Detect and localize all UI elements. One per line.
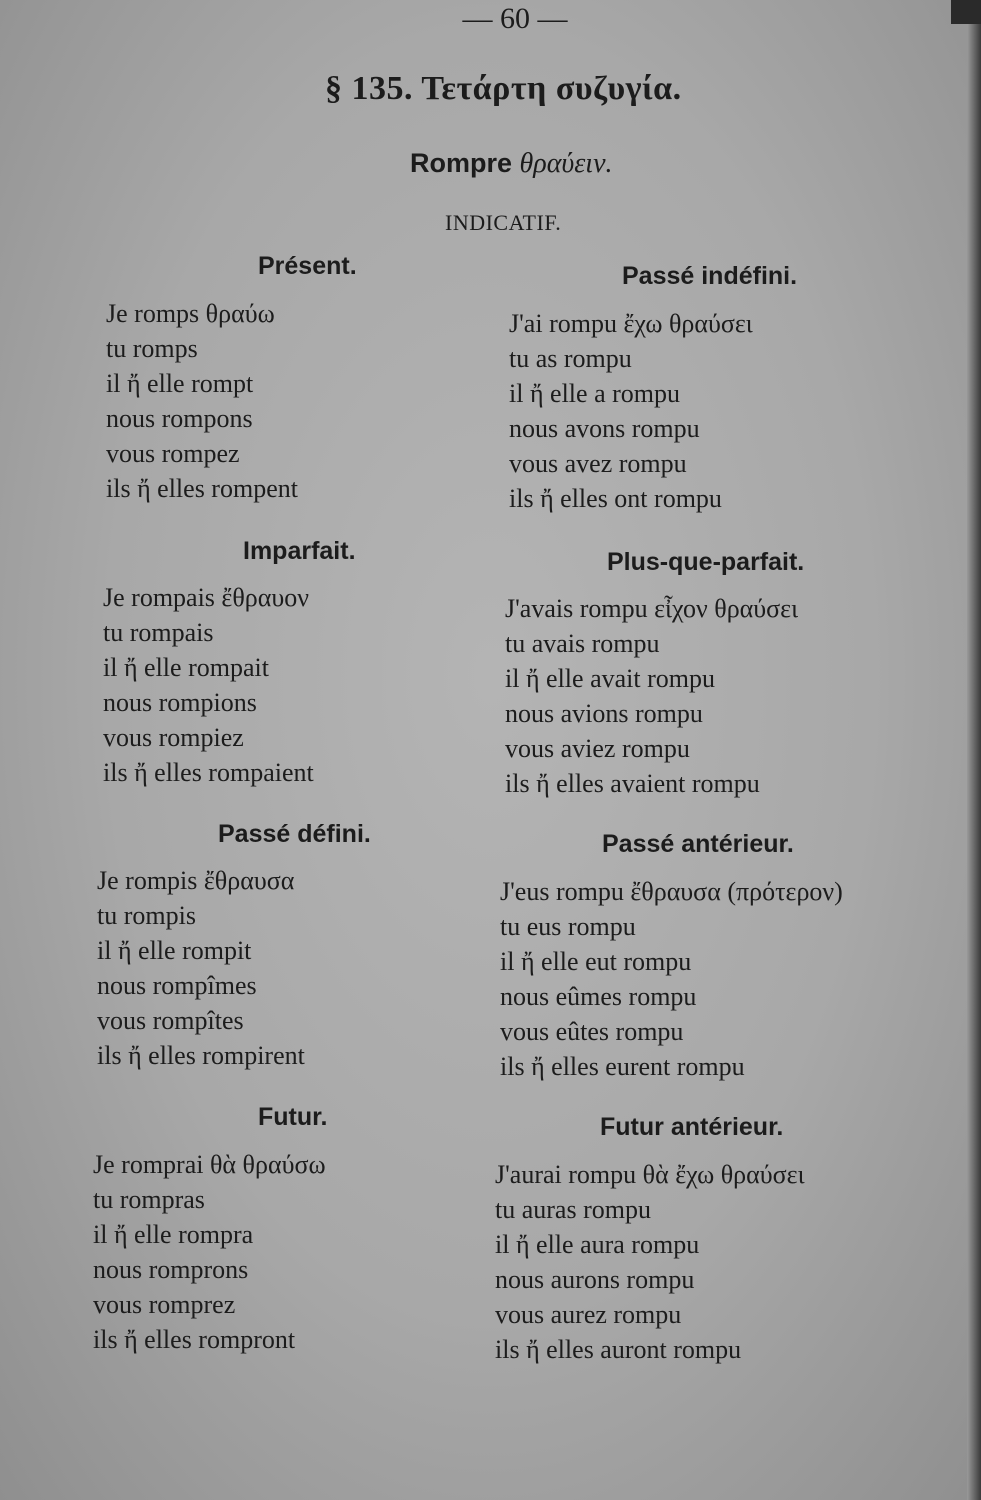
conjugation-line: J'aurai rompu θὰ ἔχω θραύσει xyxy=(495,1160,805,1189)
conjugation-line: tu auras rompu xyxy=(495,1195,651,1224)
section-title: § 135. Τετάρτη συζυγία. xyxy=(325,70,682,107)
conjugation-line: ils ἤ elles rompirent xyxy=(97,1041,305,1070)
conjugation-line: Je romps θραύω xyxy=(106,299,275,328)
conjugation-line: Je rompis ἔθραυσα xyxy=(97,866,295,895)
conjugation-line: il ἤ elle avait rompu xyxy=(505,664,715,693)
conjugation-list-present xyxy=(106,296,298,506)
conjugation-line: il ἤ elle aura rompu xyxy=(495,1230,700,1259)
verb-title xyxy=(410,148,613,180)
conjugation-line: nous rompons xyxy=(106,404,253,433)
conjugation-line: tu avais rompu xyxy=(505,629,660,658)
verb-greek: θραύειν. xyxy=(519,148,613,179)
conjugation-line: tu rompis xyxy=(97,901,196,930)
conjugation-line: vous eûtes rompu xyxy=(500,1017,684,1046)
conjugation-list-imparfait xyxy=(103,580,314,790)
page-edge-shadow xyxy=(967,0,981,1500)
conjugation-line: ils ἤ elles rompent xyxy=(106,474,298,503)
page-number: — 60 — xyxy=(462,2,568,35)
tense-heading-passe-anterieur: Passé antérieur. xyxy=(602,830,794,858)
conjugation-line: vous aurez rompu xyxy=(495,1300,682,1329)
tense-heading-imparfait: Imparfait. xyxy=(243,537,356,565)
conjugation-line: nous rompions xyxy=(103,688,257,717)
conjugation-line: ils ἤ elles auront rompu xyxy=(495,1335,742,1364)
conjugation-line: vous rompez xyxy=(106,439,240,468)
conjugation-line: vous rompiez xyxy=(103,723,244,752)
conjugation-line: il ἤ elle rompit xyxy=(97,936,252,965)
conjugation-line: tu rompras xyxy=(93,1185,205,1214)
conjugation-line: il ἤ elle a rompu xyxy=(509,379,680,408)
conjugation-list-passe-defini xyxy=(97,863,305,1073)
conjugation-list-passe-indefini xyxy=(509,306,753,516)
conjugation-line: ils ἤ elles rompaient xyxy=(103,758,314,787)
tense-heading-passe-defini: Passé défini. xyxy=(218,820,371,848)
conjugation-line: nous aurons rompu xyxy=(495,1265,695,1294)
conjugation-line: nous avions rompu xyxy=(505,699,703,728)
conjugation-line: ils ἤ elles avaient rompu xyxy=(505,769,760,798)
conjugation-line: tu romps xyxy=(106,334,198,363)
conjugation-list-futur-anterieur xyxy=(495,1157,805,1367)
conjugation-line: J'avais rompu εἶχον θραύσει xyxy=(505,594,799,623)
conjugation-line: vous rompîtes xyxy=(97,1006,244,1035)
mood-label: INDICATIF. xyxy=(445,210,562,235)
tense-heading-futur-anterieur: Futur antérieur. xyxy=(600,1113,784,1141)
conjugation-line: nous eûmes rompu xyxy=(500,982,697,1011)
conjugation-line: Je rompais ἔθραυον xyxy=(103,583,310,612)
tense-heading-futur: Futur. xyxy=(258,1103,328,1131)
conjugation-line: il ἤ elle rompra xyxy=(93,1220,254,1249)
conjugation-line: J'ai rompu ἔχω θραύσει xyxy=(509,309,753,338)
conjugation-line: ils ἤ elles ont rompu xyxy=(509,484,722,513)
conjugation-line: ils ἤ elles eurent rompu xyxy=(500,1052,745,1081)
conjugation-line: nous rompîmes xyxy=(97,971,257,1000)
conjugation-list-passe-anterieur xyxy=(500,874,843,1084)
conjugation-list-plus-que-parfait xyxy=(505,591,798,801)
tense-heading-present: Présent. xyxy=(258,252,357,280)
conjugation-line: nous romprons xyxy=(93,1255,249,1284)
conjugation-line: vous romprez xyxy=(93,1290,236,1319)
tense-heading-plus-que-parfait: Plus-que-parfait. xyxy=(607,548,805,576)
conjugation-line: tu eus rompu xyxy=(500,912,636,941)
conjugation-line: vous aviez rompu xyxy=(505,734,690,763)
verb-french: Rompre xyxy=(410,148,513,178)
tense-heading-passe-indefini: Passé indéfini. xyxy=(622,262,798,290)
conjugation-line: tu rompais xyxy=(103,618,214,647)
conjugation-line: tu as rompu xyxy=(509,344,632,373)
conjugation-line: il ἤ elle rompt xyxy=(106,369,254,398)
conjugation-line: il ἤ elle eut rompu xyxy=(500,947,692,976)
conjugation-line: il ἤ elle rompait xyxy=(103,653,269,682)
conjugation-list-futur xyxy=(93,1147,326,1357)
conjugation-line: nous avons rompu xyxy=(509,414,700,443)
conjugation-line: J'eus rompu ἔθραυσα (πρότερον) xyxy=(500,877,843,906)
conjugation-line: vous avez rompu xyxy=(509,449,687,478)
conjugation-line: Je romprai θὰ θραύσω xyxy=(93,1150,326,1179)
conjugation-line: ils ἤ elles rompront xyxy=(93,1325,296,1354)
